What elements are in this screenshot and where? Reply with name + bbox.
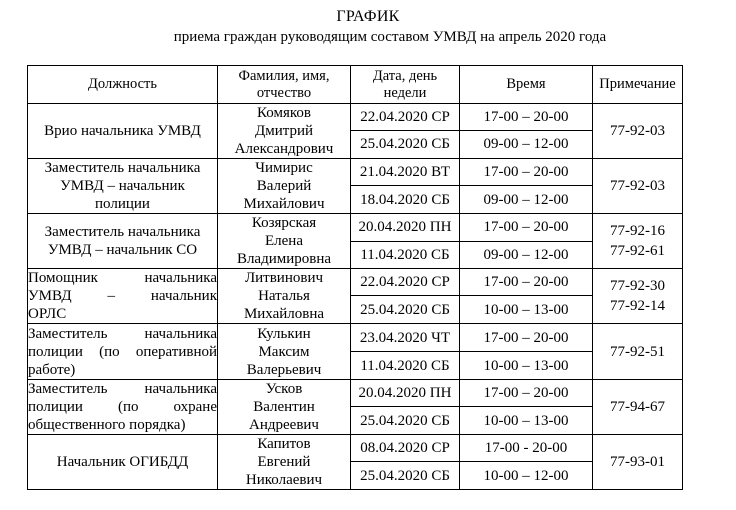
phone-number: 77-94-67	[610, 399, 665, 415]
date-cell: 18.04.2020 СБ	[351, 186, 460, 214]
name-line: Наталья	[258, 288, 310, 304]
time-cell: 17-00 – 20-00	[460, 380, 593, 407]
phone-number: 77-92-03	[610, 123, 665, 139]
name-line: Максим	[258, 343, 310, 360]
header-row	[28, 66, 683, 104]
name-cell	[218, 435, 351, 490]
table-row	[28, 324, 683, 352]
phone-number: 77-92-61	[610, 243, 665, 259]
note-cell	[593, 269, 683, 324]
name-line: Литвинович	[244, 270, 324, 286]
name-cell	[218, 380, 351, 435]
phone-number: 77-92-16	[610, 223, 665, 239]
name-line: Андреевич	[249, 417, 319, 433]
position-line: Начальник ОГИБДД	[56, 454, 189, 470]
name-cell	[218, 269, 351, 324]
date-cell: 20.04.2020 ПН	[351, 380, 460, 407]
name-line: Валерьевич	[246, 361, 322, 378]
table-row	[28, 104, 683, 131]
date-cell: 20.04.2020 ПН	[351, 214, 460, 242]
header-time: Время	[460, 66, 593, 104]
header-position: Должность	[28, 66, 218, 104]
note-cell	[593, 159, 683, 214]
table-row	[28, 214, 683, 242]
position-cell	[28, 435, 218, 490]
position-line: полиции (по охране	[28, 399, 217, 415]
name-line: Капитов	[257, 436, 311, 452]
position-line: полиции (по оперативной	[28, 343, 217, 360]
table-row	[28, 159, 683, 186]
header-date: Дата, день недели	[351, 66, 460, 104]
name-line: Михайлович	[243, 196, 325, 212]
phone-number: 77-93-01	[610, 454, 665, 470]
name-line: Дмитрий	[254, 123, 314, 139]
position-line: полиции	[95, 196, 150, 212]
schedule-body	[28, 104, 683, 490]
table-row	[28, 269, 683, 296]
position-cell	[28, 324, 218, 380]
date-cell: 21.04.2020 ВТ	[351, 159, 460, 186]
time-cell: 09-00 – 12-00	[460, 186, 593, 214]
note-cell	[593, 104, 683, 159]
page-subtitle: приема граждан руководящим составом УМВД на апрель 2020 года	[173, 29, 607, 45]
phone-number: 77-92-51	[610, 343, 665, 360]
time-cell: 17-00 – 20-00	[460, 324, 593, 352]
date-cell: 25.04.2020 СБ	[351, 296, 460, 324]
name-cell	[218, 324, 351, 380]
schedule-table	[27, 65, 683, 490]
phone-number: 77-92-03	[610, 178, 665, 194]
header-note: Примечание	[593, 66, 683, 104]
date-cell: 22.04.2020 СР	[351, 269, 460, 296]
name-line: Усков	[265, 381, 303, 397]
time-cell: 17-00 - 20-00	[460, 435, 593, 462]
position-line: УМВД – начальник	[60, 178, 185, 194]
position-line: Заместитель начальника	[44, 224, 201, 240]
phone-number: 77-92-30	[610, 278, 665, 294]
time-cell: 09-00 – 12-00	[460, 130, 593, 158]
position-line: Заместитель начальника	[44, 160, 201, 176]
name-line: Елена	[265, 233, 303, 249]
name-line: Михайловна	[243, 306, 325, 322]
phone-number: 77-92-14	[610, 298, 665, 314]
name-line: Валентин	[253, 399, 315, 415]
page-title: ГРАФИК	[336, 8, 400, 25]
time-cell: 10-00 – 12-00	[460, 462, 593, 490]
name-line: Комяков	[257, 105, 311, 121]
name-line: Александрович	[234, 141, 334, 157]
date-cell: 25.04.2020 СБ	[351, 462, 460, 490]
name-cell	[218, 159, 351, 214]
name-line: Валерий	[256, 178, 312, 194]
date-cell: 22.04.2020 СР	[351, 104, 460, 131]
time-cell: 10-00 – 13-00	[460, 352, 593, 380]
note-cell	[593, 214, 683, 269]
position-line: работе)	[28, 361, 76, 378]
name-line: Евгений	[257, 454, 311, 470]
name-line: Владимировна	[236, 251, 332, 267]
table-row	[28, 435, 683, 462]
time-cell: 17-00 – 20-00	[460, 214, 593, 242]
position-line: Помощник начальника	[28, 270, 217, 286]
time-cell: 10-00 – 13-00	[460, 407, 593, 435]
date-cell: 11.04.2020 СБ	[351, 241, 460, 269]
position-line: УМВД – начальник	[28, 288, 217, 304]
name-cell	[218, 104, 351, 159]
position-line: общественного порядка)	[28, 417, 186, 433]
name-line: Козярская	[251, 215, 317, 231]
note-cell	[593, 435, 683, 490]
note-cell	[593, 324, 683, 380]
date-cell: 08.04.2020 СР	[351, 435, 460, 462]
position-line: Заместитель начальника	[28, 381, 217, 397]
position-line: Врио начальника УМВД	[44, 123, 201, 139]
date-cell: 25.04.2020 СБ	[351, 407, 460, 435]
table-row	[28, 380, 683, 407]
position-cell	[28, 269, 218, 324]
time-cell: 17-00 – 20-00	[460, 269, 593, 296]
time-cell: 09-00 – 12-00	[460, 241, 593, 269]
time-cell: 10-00 – 13-00	[460, 296, 593, 324]
note-cell	[593, 380, 683, 435]
name-line: Николаевич	[245, 472, 323, 488]
position-cell	[28, 159, 218, 214]
name-line: Чимирис	[255, 160, 313, 176]
header-name: Фамилия, имя, отчество	[218, 66, 351, 104]
time-cell: 17-00 – 20-00	[460, 159, 593, 186]
position-line: УМВД – начальник СО	[47, 242, 198, 258]
position-cell	[28, 104, 218, 159]
name-cell	[218, 214, 351, 269]
position-cell	[28, 380, 218, 435]
date-cell: 25.04.2020 СБ	[351, 130, 460, 158]
name-line: Кулькин	[257, 325, 311, 342]
position-line: ОРЛС	[28, 306, 67, 322]
date-cell: 23.04.2020 ЧТ	[351, 324, 460, 352]
position-line: Заместитель начальника	[28, 325, 217, 342]
position-cell	[28, 214, 218, 269]
time-cell: 17-00 – 20-00	[460, 104, 593, 131]
date-cell: 11.04.2020 СБ	[351, 352, 460, 380]
